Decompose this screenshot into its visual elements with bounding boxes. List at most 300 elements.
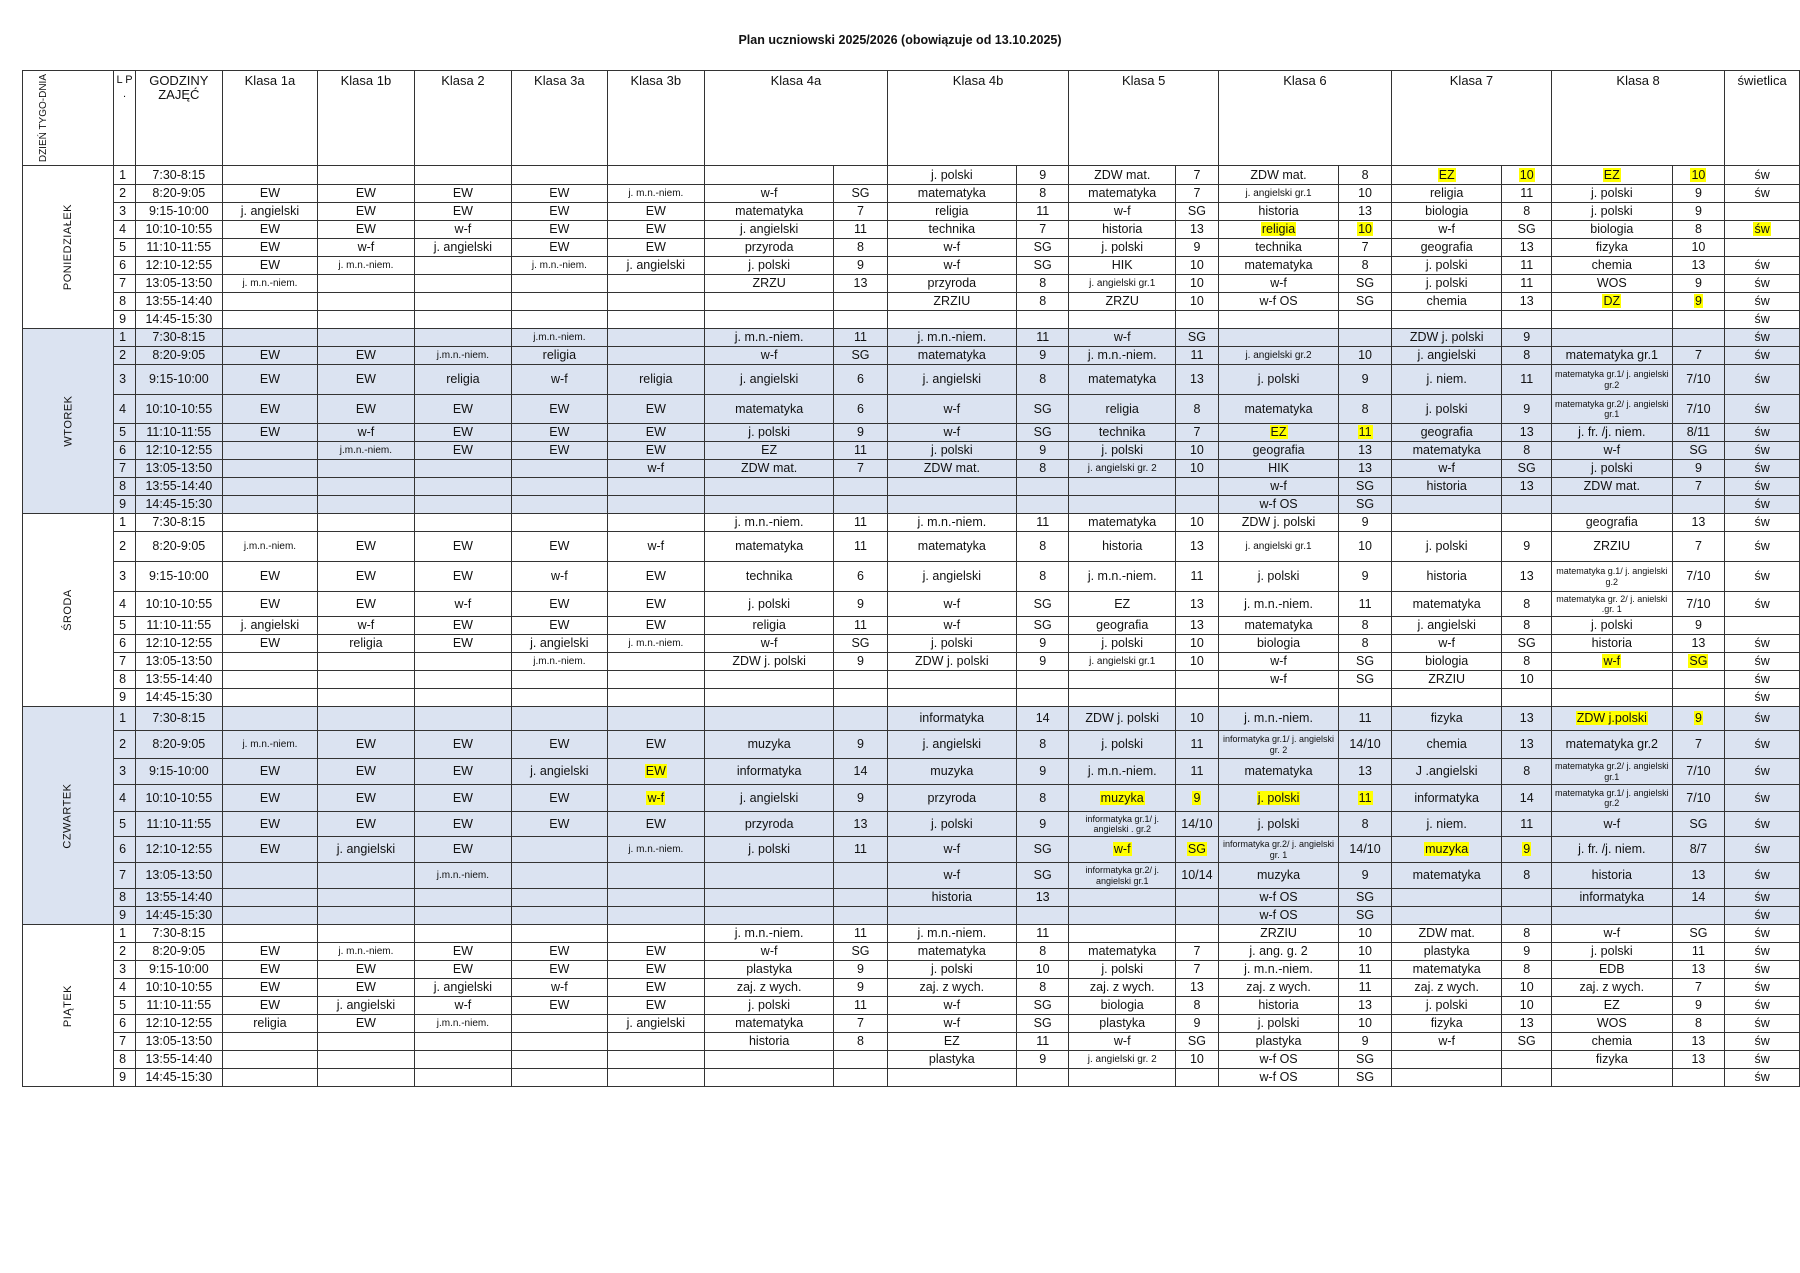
cell-text: informatyka (1579, 890, 1645, 905)
table-row (23, 707, 1800, 731)
cell-text: 13 (1691, 962, 1706, 977)
schedule-cell (1551, 785, 1672, 812)
cell-text: 8 (119, 294, 127, 309)
schedule-cell (607, 275, 704, 293)
cell-text: EW (452, 186, 473, 201)
cell-text: przyroda (927, 276, 977, 291)
schedule-cell (414, 203, 511, 221)
room-cell (1016, 785, 1069, 812)
lesson-number (114, 395, 136, 424)
schedule-cell (1551, 592, 1672, 617)
schedule-cell (705, 532, 834, 562)
schedule-cell (705, 496, 834, 514)
room-cell (834, 863, 888, 889)
lesson-hours (135, 514, 222, 532)
cell-text: 7:30-8:15 (152, 330, 206, 345)
schedule-cell (1551, 166, 1672, 185)
cell-text: 6 (119, 258, 127, 273)
cell-text: j. m.n.-niem. (242, 278, 298, 290)
cell-text: 2 (119, 348, 127, 363)
room-cell (1502, 1033, 1552, 1051)
cell-text: św (1754, 596, 1770, 611)
cell-text: 14 (853, 764, 868, 779)
room-cell (1175, 514, 1218, 532)
schedule-cell (1391, 689, 1501, 707)
room-cell (1175, 671, 1218, 689)
cell-text: EW (645, 816, 666, 831)
room-cell (1016, 293, 1069, 311)
schedule-cell (887, 1015, 1016, 1033)
schedule-cell (414, 365, 511, 395)
cell-text: św (1754, 890, 1770, 905)
cell-text: 8 (1361, 167, 1369, 182)
cell-text: biologia (1590, 222, 1634, 237)
cell-text: EW (259, 372, 281, 387)
cell-text: chemia (1426, 294, 1467, 309)
lesson-hours (135, 424, 222, 442)
cell-text: św (1754, 1070, 1770, 1085)
room-cell (1502, 347, 1552, 365)
cell-text: SG (1033, 618, 1052, 633)
cell-text: 13 (1691, 636, 1706, 651)
schedule-cell (1551, 889, 1672, 907)
cell-text: 8:20-9:05 (152, 944, 206, 959)
cell-text: SG (1187, 204, 1206, 219)
lesson-number (114, 785, 136, 812)
room-cell (1502, 943, 1552, 961)
cell-text: 3 (119, 764, 127, 779)
room-cell (1175, 907, 1218, 925)
room-cell (834, 185, 888, 203)
cell-text: WOS (1596, 1016, 1627, 1031)
schedule-cell (607, 979, 704, 997)
cell-text: 8 (857, 240, 864, 255)
cell-text: EW (549, 737, 570, 752)
header-klasa-4b: Klasa 4b (887, 71, 1069, 166)
cell-text: w-f (1438, 461, 1456, 476)
schedule-cell (1391, 347, 1501, 365)
schedule-cell (1218, 239, 1338, 257)
schedule-cell (887, 257, 1016, 275)
cell-text: EW (452, 539, 473, 554)
cell-text: w-f (1603, 654, 1621, 669)
cell-text: 11 (853, 618, 867, 633)
cell-text: ZDW mat. (1094, 167, 1151, 182)
swietlica-cell (1725, 166, 1800, 185)
cell-text: matematyka (1088, 186, 1157, 201)
cell-text: j. m.n.-niem. (917, 330, 987, 345)
schedule-cell (414, 460, 511, 478)
schedule-cell (705, 347, 834, 365)
swietlica-cell (1725, 837, 1800, 863)
schedule-cell (1218, 997, 1338, 1015)
cell-text: przyroda (744, 240, 794, 255)
cell-text: w-f (943, 1016, 961, 1031)
schedule-cell (1551, 671, 1672, 689)
schedule-cell (222, 166, 317, 185)
lesson-number (114, 1015, 136, 1033)
cell-text: 11 (1190, 569, 1204, 584)
cell-text: biologia (1425, 204, 1469, 219)
cell-text: 8 (1523, 764, 1531, 779)
room-cell (1502, 635, 1552, 653)
header-klasa-5: Klasa 5 (1069, 71, 1218, 166)
cell-text: 14 (1035, 711, 1050, 726)
schedule-cell (607, 812, 704, 837)
schedule-cell (222, 635, 317, 653)
schedule-cell (1391, 460, 1501, 478)
cell-text: matematyka gr.1/ j. angielski gr.2 (1555, 787, 1669, 809)
cell-text: 13:55-14:40 (145, 672, 213, 687)
cell-text: j. polski (1101, 636, 1144, 651)
cell-text: 9 (1361, 868, 1369, 883)
cell-text: 10 (1189, 276, 1204, 291)
cell-text: 13 (1189, 596, 1204, 611)
schedule-cell (887, 311, 1016, 329)
room-cell (1016, 925, 1069, 943)
cell-text: św (1754, 348, 1770, 363)
cell-text: 9 (1694, 711, 1702, 726)
cell-text: 8 (1694, 222, 1702, 237)
schedule-cell (705, 1015, 834, 1033)
room-cell (1672, 961, 1725, 979)
cell-text: 3 (119, 204, 127, 219)
cell-text: fizyka (1430, 711, 1463, 726)
cell-text: matematyka (1412, 962, 1481, 977)
schedule-cell (512, 1015, 607, 1033)
cell-text: j. m.n.-niem. (1087, 569, 1157, 584)
room-cell (1339, 943, 1392, 961)
cell-text: chemia (1426, 737, 1467, 752)
schedule-cell (1551, 635, 1672, 653)
lesson-number (114, 925, 136, 943)
schedule-cell (512, 442, 607, 460)
room-cell (1339, 961, 1392, 979)
lesson-hours (135, 863, 222, 889)
cell-text: j. m.n.-niem. (734, 926, 804, 941)
cell-text: SG (1033, 596, 1052, 611)
cell-text: 9 (119, 497, 127, 512)
cell-text: 14/10 (1349, 842, 1381, 857)
cell-text: SG (1356, 1070, 1375, 1085)
cell-text: 9 (857, 737, 864, 752)
schedule-cell (607, 731, 704, 759)
cell-text: św (1754, 330, 1770, 345)
schedule-cell (318, 532, 414, 562)
schedule-cell (1069, 979, 1176, 997)
room-cell (834, 907, 888, 925)
swietlica-cell (1725, 812, 1800, 837)
lesson-hours (135, 635, 222, 653)
schedule-cell (607, 653, 704, 671)
schedule-cell (222, 812, 317, 837)
room-cell (1672, 460, 1725, 478)
room-cell (1502, 221, 1552, 239)
room-cell (1016, 889, 1069, 907)
cell-text: EW (549, 998, 570, 1013)
lesson-number (114, 635, 136, 653)
cell-text: 7 (1694, 348, 1702, 363)
schedule-cell (1391, 653, 1501, 671)
schedule-cell (1551, 329, 1672, 347)
room-cell (1339, 395, 1392, 424)
schedule-cell (887, 653, 1016, 671)
schedule-cell (1218, 925, 1338, 943)
cell-text: j. polski (748, 596, 790, 611)
room-cell (1016, 961, 1069, 979)
cell-text: w-f OS (1259, 1070, 1298, 1085)
cell-text: 7 (119, 1034, 127, 1049)
cell-text: j. angielski gr.1 (1245, 188, 1312, 200)
cell-text: 10:10-10:55 (145, 790, 213, 805)
cell-text: j. polski (748, 842, 790, 857)
room-cell (834, 532, 888, 562)
room-cell (1175, 592, 1218, 617)
room-cell (1339, 837, 1392, 863)
cell-text: historia (1102, 222, 1143, 237)
swietlica-cell (1725, 689, 1800, 707)
schedule-cell (1551, 1033, 1672, 1051)
schedule-cell (512, 812, 607, 837)
schedule-cell (414, 689, 511, 707)
schedule-cell (1391, 907, 1501, 925)
lesson-number (114, 707, 136, 731)
schedule-cell (1391, 311, 1501, 329)
room-cell (1175, 1069, 1218, 1087)
schedule-cell (887, 997, 1016, 1015)
schedule-cell (1218, 347, 1338, 365)
cell-text: 11 (1358, 790, 1372, 805)
schedule-cell (1069, 562, 1176, 592)
cell-text: 7 (1193, 425, 1201, 440)
cell-text: 10 (1189, 711, 1204, 726)
schedule-cell (1069, 514, 1176, 532)
cell-text: j. polski (1590, 186, 1633, 201)
lesson-hours (135, 925, 222, 943)
schedule-cell (1218, 592, 1338, 617)
cell-text: św (1754, 980, 1770, 995)
cell-text: 8 (1523, 926, 1531, 941)
room-cell (834, 997, 888, 1015)
cell-text: SG (1356, 672, 1375, 687)
cell-text: 7 (857, 204, 864, 219)
cell-text: 7 (119, 461, 127, 476)
cell-text: plastyka (928, 1052, 975, 1067)
schedule-cell (1218, 496, 1338, 514)
schedule-cell (887, 442, 1016, 460)
cell-text: j. polski (1101, 962, 1144, 977)
cell-text: w-f (760, 636, 778, 651)
cell-text: 8:20-9:05 (152, 539, 206, 554)
schedule-cell (512, 166, 607, 185)
schedule-cell (887, 365, 1016, 395)
lesson-number (114, 863, 136, 889)
cell-text: ZRZU (1105, 294, 1139, 309)
room-cell (1502, 424, 1552, 442)
lesson-number (114, 617, 136, 635)
cell-text: religia (1430, 186, 1464, 201)
schedule-cell (1218, 442, 1338, 460)
cell-text: EW (549, 539, 570, 554)
schedule-cell (607, 943, 704, 961)
cell-text: 11 (1520, 816, 1534, 831)
table-row (23, 329, 1800, 347)
table-row (23, 1033, 1800, 1051)
schedule-cell (705, 731, 834, 759)
cell-text: 13 (1519, 240, 1534, 255)
schedule-cell (222, 293, 317, 311)
day-label: ŚRODA (23, 514, 114, 707)
cell-text: j.m.n.-niem. (243, 541, 297, 553)
cell-text: św (1754, 926, 1770, 941)
schedule-cell (414, 347, 511, 365)
cell-text: św (1754, 515, 1770, 530)
room-cell (834, 365, 888, 395)
schedule-cell (512, 907, 607, 925)
cell-text: przyroda (744, 816, 794, 831)
table-row (23, 889, 1800, 907)
schedule-cell (1391, 442, 1501, 460)
schedule-cell (1218, 889, 1338, 907)
room-cell (1672, 347, 1725, 365)
cell-text: j. angielski (530, 636, 589, 651)
room-cell (834, 759, 888, 785)
cell-text: j. angielski (922, 737, 982, 752)
room-cell (1016, 1033, 1069, 1051)
cell-text: geografia (1420, 240, 1473, 255)
lesson-hours (135, 293, 222, 311)
schedule-cell (887, 1069, 1016, 1087)
room-cell (1175, 460, 1218, 478)
table-row (23, 293, 1800, 311)
schedule-cell (607, 671, 704, 689)
cell-text: w-f (943, 842, 961, 857)
room-cell (1016, 837, 1069, 863)
schedule-cell (607, 1069, 704, 1087)
cell-text: matematyka (1088, 372, 1157, 387)
cell-text: w-f (1270, 672, 1287, 687)
cell-text: j. m.n.-niem. (628, 188, 684, 200)
schedule-cell (512, 707, 607, 731)
schedule-cell (414, 979, 511, 997)
cell-text: 11 (1358, 980, 1372, 995)
swietlica-cell (1725, 943, 1800, 961)
cell-text: św (1754, 1016, 1770, 1031)
table-row (23, 635, 1800, 653)
room-cell (1502, 166, 1552, 185)
cell-text: 8:20-9:05 (152, 737, 206, 752)
cell-text: 10 (1519, 998, 1534, 1013)
cell-text: w-f (943, 596, 961, 611)
cell-text: j. m.n.-niem. (1244, 711, 1313, 726)
room-cell (1339, 532, 1392, 562)
schedule-cell (318, 812, 414, 837)
room-cell (834, 689, 888, 707)
cell-text: j. polski (1101, 443, 1144, 458)
cell-text: 8 (1039, 186, 1047, 201)
lesson-number (114, 460, 136, 478)
cell-text: 10 (1189, 443, 1204, 458)
cell-text: 7:30-8:15 (152, 926, 206, 941)
schedule-cell (607, 239, 704, 257)
schedule-cell (222, 943, 317, 961)
cell-text: matematyka (735, 401, 804, 416)
cell-text: j. niem. (1426, 372, 1467, 387)
lesson-hours (135, 997, 222, 1015)
room-cell (1502, 1015, 1552, 1033)
cell-text: 9 (1694, 461, 1702, 476)
schedule-cell (1391, 961, 1501, 979)
cell-text: SG (1356, 1052, 1375, 1067)
cell-text: SG (1033, 998, 1052, 1013)
room-cell (1502, 185, 1552, 203)
table-row (23, 185, 1800, 203)
schedule-cell (1551, 707, 1672, 731)
cell-text: św (1754, 276, 1770, 291)
cell-text: 11 (1358, 596, 1372, 611)
schedule-cell (705, 889, 834, 907)
schedule-cell (887, 707, 1016, 731)
schedule-cell (1218, 257, 1338, 275)
swietlica-cell (1725, 617, 1800, 635)
cell-text: informatyka (919, 711, 985, 726)
schedule-cell (414, 257, 511, 275)
cell-text: informatyka gr.2/ j. angielski gr.1 (1085, 865, 1159, 886)
cell-text: EW (549, 204, 570, 219)
cell-text: 10 (1691, 240, 1706, 255)
schedule-cell (1069, 1069, 1176, 1087)
cell-text: EW (645, 764, 666, 779)
schedule-cell (705, 785, 834, 812)
cell-text: ZDW mat. (741, 461, 798, 476)
schedule-cell (705, 635, 834, 653)
cell-text: EZ (1603, 998, 1620, 1013)
cell-text: matematyka (1412, 596, 1481, 611)
cell-text: 11 (1520, 186, 1534, 201)
room-cell (1016, 221, 1069, 239)
schedule-cell (887, 1051, 1016, 1069)
lesson-hours (135, 1015, 222, 1033)
room-cell (1175, 837, 1218, 863)
cell-text: EW (355, 372, 376, 387)
cell-text: św (1754, 569, 1770, 584)
schedule-cell (222, 979, 317, 997)
room-cell (1502, 889, 1552, 907)
schedule-cell (1069, 460, 1176, 478)
room-cell (1339, 707, 1392, 731)
cell-text: j. angielski (1417, 348, 1476, 363)
room-cell (1016, 329, 1069, 347)
cell-text: 12:10-12:55 (145, 1016, 213, 1031)
schedule-cell (318, 997, 414, 1015)
cell-text: św (1754, 372, 1770, 387)
cell-text: EW (645, 204, 666, 219)
schedule-cell (1551, 907, 1672, 925)
cell-text: 7 (119, 276, 127, 291)
schedule-cell (318, 442, 414, 460)
cell-text: EW (549, 596, 570, 611)
cell-text: j. polski (930, 816, 973, 831)
schedule-cell (1069, 863, 1176, 889)
schedule-cell (607, 997, 704, 1015)
schedule-cell (222, 311, 317, 329)
schedule-cell (512, 889, 607, 907)
cell-text: 14/10 (1181, 816, 1213, 831)
schedule-cell (414, 961, 511, 979)
cell-text: ZDW mat. (923, 461, 980, 476)
cell-text: EW (355, 186, 376, 201)
schedule-cell (705, 221, 834, 239)
